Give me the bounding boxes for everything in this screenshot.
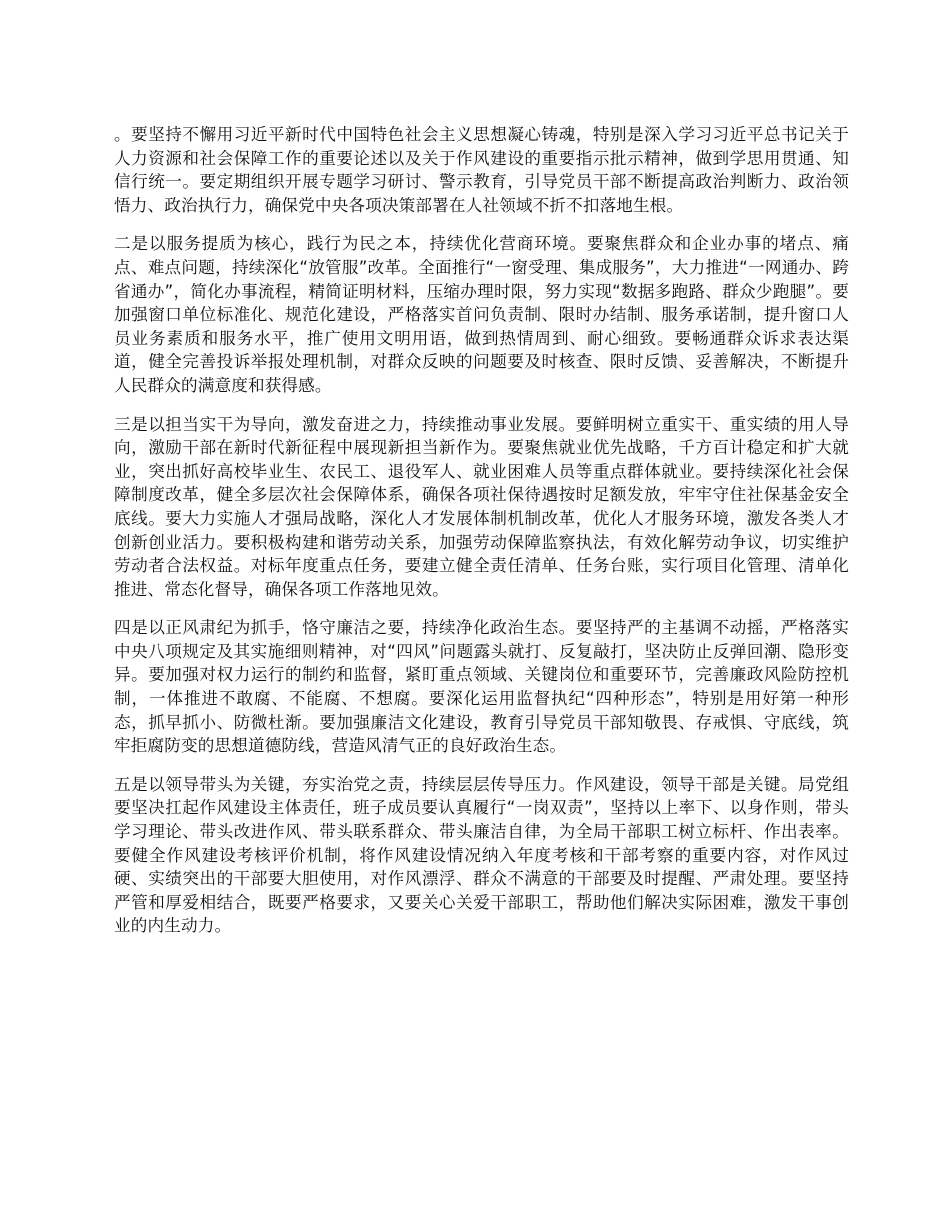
paragraph-4: 四是以正风肃纪为抓手，恪守廉洁之要，持续净化政治生态。要坚持严的主基调不动摇，严格落实中央八项规定及其实施细则精神，对“四风”问题露头就打、反复敲打，坚决防止反弹回潮、隐形变异。要加强对权力运行的制约和监督，紧盯重点领域、关键岗位和重要环节，完善廉政风险防控机制，一体推进不敢腐、不能腐、不想腐。要深化运用监督执纪“四种形态”，特别是用好第一种形态，抓早抓小、防微杜渐。要加强廉洁文化建设，教育引导党员干部知敬畏、存戒惧、守底线，筑牢拒腐防变的思想道德防线，营造风清气正的良好政治生态。 [114, 618, 849, 756]
paragraph-2: 二是以服务提质为核心，践行为民之本，持续优化营商环境。要聚焦群众和企业办事的堵点、痛点、难点问题，持续深化“放管服”改革。全面推行“一窗受理、集成服务”，大力推进“一网通办、跨省通办”，简化办事流程，精简证明材料，压缩办理时限，努力实现“数据多跑路、群众少跑腿”。要加强窗口单位标准化、规范化建设，严格落实首问负责制、限时办结制、服务承诺制，提升窗口人员业务素质和服务水平，推广使用文明用语，做到热情周到、耐心细致。要畅通群众诉求表达渠道，健全完善投诉举报处理机制，对群众反映的问题要及时核查、限时反馈、妥善解决，不断提升人民群众的满意度和获得感。 [114, 234, 849, 395]
paragraph-1: 。要坚持不懈用习近平新时代中国特色社会主义思想凝心铸魂，特别是深入学习习近平总书记关于人力资源和社会保障工作的重要论述以及关于作风建设的重要指示批示精神，做到学思用贯通、知信行统一。要定期组织开展专题学习研讨、警示教育，引导党员干部不断提高政治判断力、政治领悟力、政治执行力，确保党中央各项决策部署在人社领域不折不扣落地生根。 [114, 125, 849, 215]
paragraph-3: 三是以担当实干为导向，激发奋进之力，持续推动事业发展。要鲜明树立重实干、重实绩的用人导向，激励干部在新时代新征程中展现新担当新作为。要聚焦就业优先战略，千方百计稳定和扩大就业，突出抓好高校毕业生、农民工、退役军人、就业困难人员等重点群体就业。要持续深化社会保障制度改革，健全多层次社会保障体系，确保各项社保待遇按时足额发放，牢牢守住社保基金安全底线。要大力实施人才强局战略，深化人才发展体制机制改革，优化人才服务环境，激发各类人才创新创业活力。要积极构建和谐劳动关系，加强劳动保障监察执法，有效化解劳动争议，切实维护劳动者合法权益。对标年度重点任务，要建立健全责任清单、任务台账，实行项目化管理、清单化推进、常态化督导，确保各项工作落地见效。 [114, 414, 849, 599]
document-body [114, 123, 849, 953]
paragraph-5: 五是以领导带头为关键，夯实治党之责，持续层层传导压力。作风建设，领导干部是关键。局党组要坚决扛起作风建设主体责任，班子成员要认真履行“一岗双责”，坚持以上率下、以身作则，带头学习理论、带头改进作风、带头联系群众、带头廉洁自律，为全局干部职工树立标杆、作出表率。要健全作风建设考核评价机制，将作风建设情况纳入年度考核和干部考察的重要内容，对作风过硬、实绩突出的干部要大胆使用，对作风漂浮、群众不满意的干部要及时提醒、严肃处理。要坚持严管和厚爱相结合，既要严格要求，又要关心关爱干部职工，帮助他们解决实际困难，激发干事创业的内生动力。 [114, 774, 849, 936]
